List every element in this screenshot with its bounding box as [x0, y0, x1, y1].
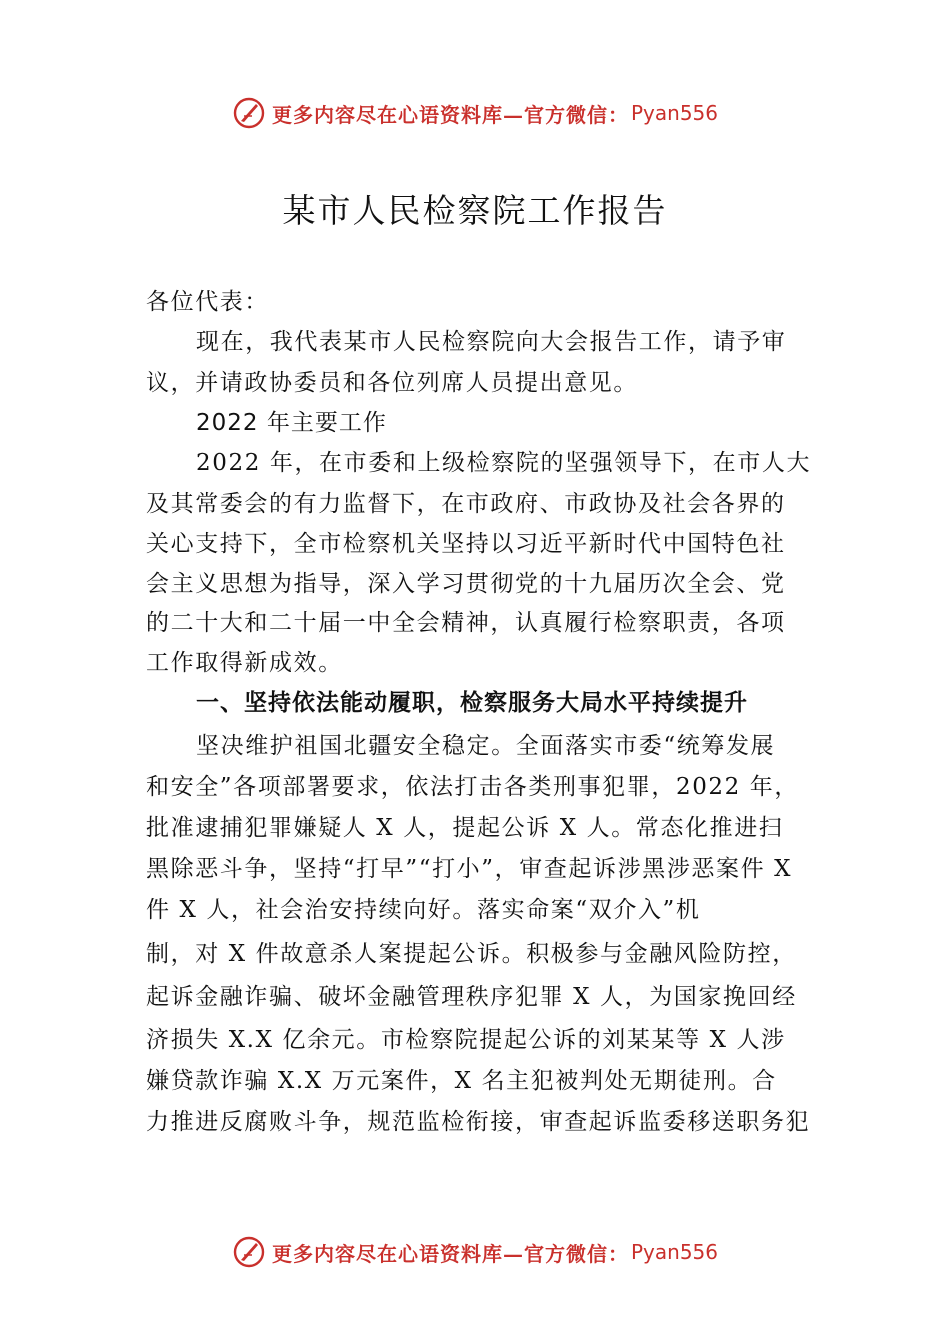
paragraph-line: 现在，我代表某市人民检察院向大会报告工作，请予审 [196, 329, 787, 355]
paragraph-line: 力推进反腐败斗争，规范监检衔接，审查起诉监委移送职务犯 [146, 1109, 811, 1135]
paragraph-line: 制，对 X 件故意杀人案提起公诉。积极参与金融风险防控， [146, 941, 797, 967]
quill-circle-icon [232, 1235, 266, 1269]
paragraph-line: 和安全”各项部署要求，依法打击各类刑事犯罪，2022 年， [146, 774, 800, 800]
quill-circle-icon [232, 96, 266, 130]
paragraph-line: 议，并请政协委员和各位列席人员提出意见。 [146, 370, 638, 396]
paragraph-line: 批准逮捕犯罪嫌疑人 X 人，提起公诉 X 人。常态化推进扫 [146, 815, 784, 841]
salutation: 各位代表： [146, 289, 269, 315]
paragraph-line: 的二十大和二十届一中全会精神，认真履行检察职责，各项 [146, 610, 786, 636]
paragraph-line: 及其常委会的有力监督下，在市政府、市政协及社会各界的 [146, 491, 786, 517]
paragraph-line: 件 X 人，社会治安持续向好。落实命案“双介入”机 [146, 897, 701, 923]
paragraph-line: 会主义思想为指导，深入学习贯彻党的十九届历次全会、党 [146, 571, 786, 597]
paragraph-line: 工作取得新成效。 [146, 650, 343, 676]
watermark-banner-bottom [0, 1232, 950, 1272]
watermark-banner-top [0, 93, 950, 133]
section-heading: 一、坚持依法能动履职，检察服务大局水平持续提升 [196, 690, 748, 716]
document-title: 某市人民检察院工作报告 [282, 191, 668, 230]
paragraph-line: 2022 年，在市委和上级检察院的坚强领导下，在市人大 [196, 450, 812, 476]
section-heading: 2022 年主要工作 [196, 410, 387, 436]
paragraph-line: 起诉金融诈骗、破坏金融管理秩序犯罪 X 人，为国家挽回经 [146, 984, 797, 1010]
watermark-wechat-id: Pyan556 [630, 101, 718, 125]
paragraph-line: 关心支持下，全市检察机关坚持以习近平新时代中国特色社 [146, 531, 786, 557]
paragraph-line: 坚决维护祖国北疆安全稳定。全面落实市委“统筹发展 [196, 733, 776, 759]
paragraph-line: 济损失 X.X 亿余元。市检察院提起公诉的刘某某等 X 人涉 [146, 1027, 786, 1053]
paragraph-line: 嫌贷款诈骗 X.X 万元案件，X 名主犯被判处无期徒刑。合 [146, 1068, 777, 1094]
watermark-brand-text: 更多内容尽在心语资料库—官方微信： [271, 102, 629, 127]
watermark-brand-text: 更多内容尽在心语资料库—官方微信： [271, 1241, 629, 1266]
watermark-wechat-id: Pyan556 [630, 1240, 718, 1264]
paragraph-line: 黑除恶斗争，坚持“打早”“打小”，审查起诉涉黑涉恶案件 X [146, 856, 793, 882]
